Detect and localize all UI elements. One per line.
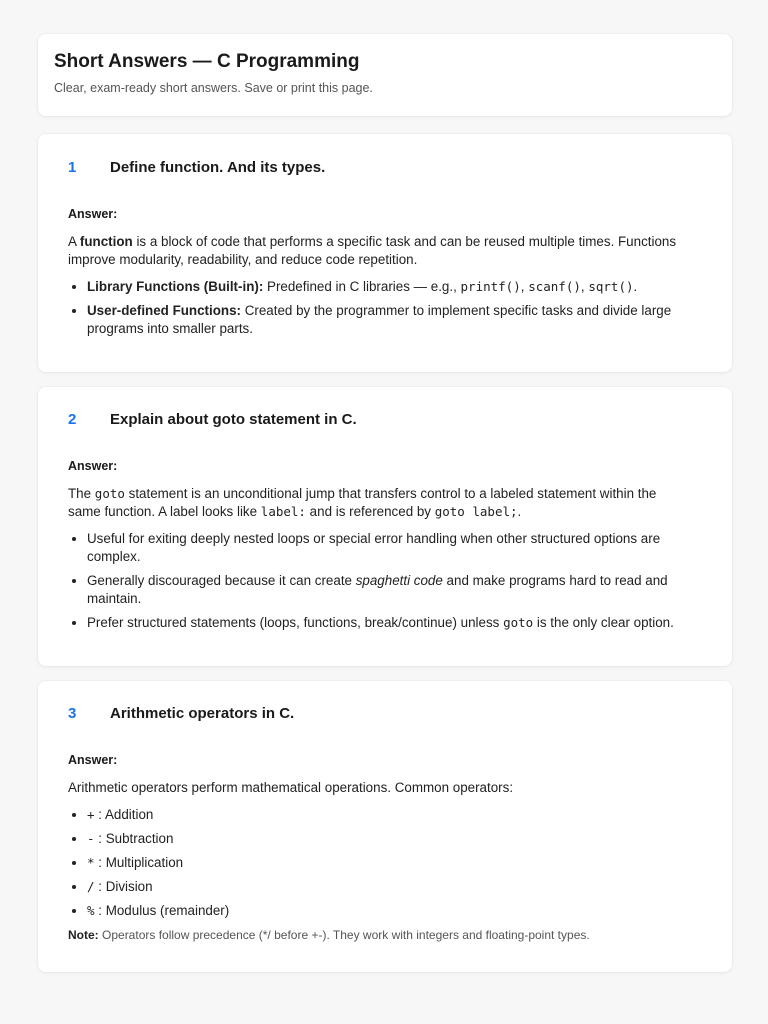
list-item: • + : Addition [87,806,692,824]
list-item: • * : Multiplication [87,854,692,872]
answer-label: Answer: [68,207,118,221]
list-item: • Prefer structured statements (loops, functions, break/continue) unless goto is the only clear option. [87,614,692,632]
list-item: • / : Division [87,878,692,896]
answer-label: Answer: [68,753,118,767]
list-item: • Generally discouraged because it can create spaghetti code and make programs hard to read and maintain. [87,572,692,608]
question-card-2 [38,387,732,666]
question-card-1 [38,134,732,372]
answer-paragraph: A function is a block of code that performs a specific task and can be reused multiple times. Functions improve modularity, readability, and reduce code repetition. [68,234,677,267]
function-types-list [68,278,692,338]
keyword-function: function [79,234,133,249]
list-item: • User-defined Functions: Created by the programmer to implement specific tasks and divide large programs into smaller parts. [87,302,692,338]
list-item: • Useful for exiting deeply nested loops or special error handling when other structured options are complex. [87,530,692,566]
question-title: Arithmetic operators in C. [110,705,295,722]
header-card [38,34,732,116]
list-item: • Library Functions (Built-in): Predefined in C libraries — e.g., printf(), scanf(), sqrt(). [87,278,692,296]
question-card-3 [38,681,732,972]
question-title: Explain about goto statement in C. [110,411,357,428]
question-title: Define function. And its types. [110,159,326,176]
answer-label: Answer: [68,459,118,473]
list-item: • % : Modulus (remainder) [87,902,692,920]
answer-paragraph: Arithmetic operators perform mathematical operations. Common operators: [68,780,514,795]
answer-paragraph: The goto statement is an unconditional jump that transfers control to a labeled statement within the same function. A label looks like label: and is referenced by goto label;. [68,486,657,519]
question-number: 1 [68,159,77,176]
question-number: 2 [68,411,77,428]
answer-body [68,457,692,638]
list-item: • - : Subtraction [87,830,692,848]
goto-notes-list [68,530,692,632]
note: Note: Operators follow precedence (*/ before +-). They work with integers and floating-point types. [68,928,590,942]
note-label: Note: [68,928,99,942]
page-subtitle: Clear, exam-ready short answers. Save or print this page. [54,81,373,95]
operators-list [68,806,692,920]
answer-body [68,751,692,944]
page-title: Short Answers — C Programming [54,51,360,72]
answer-body [68,205,692,344]
question-number: 3 [68,705,77,722]
